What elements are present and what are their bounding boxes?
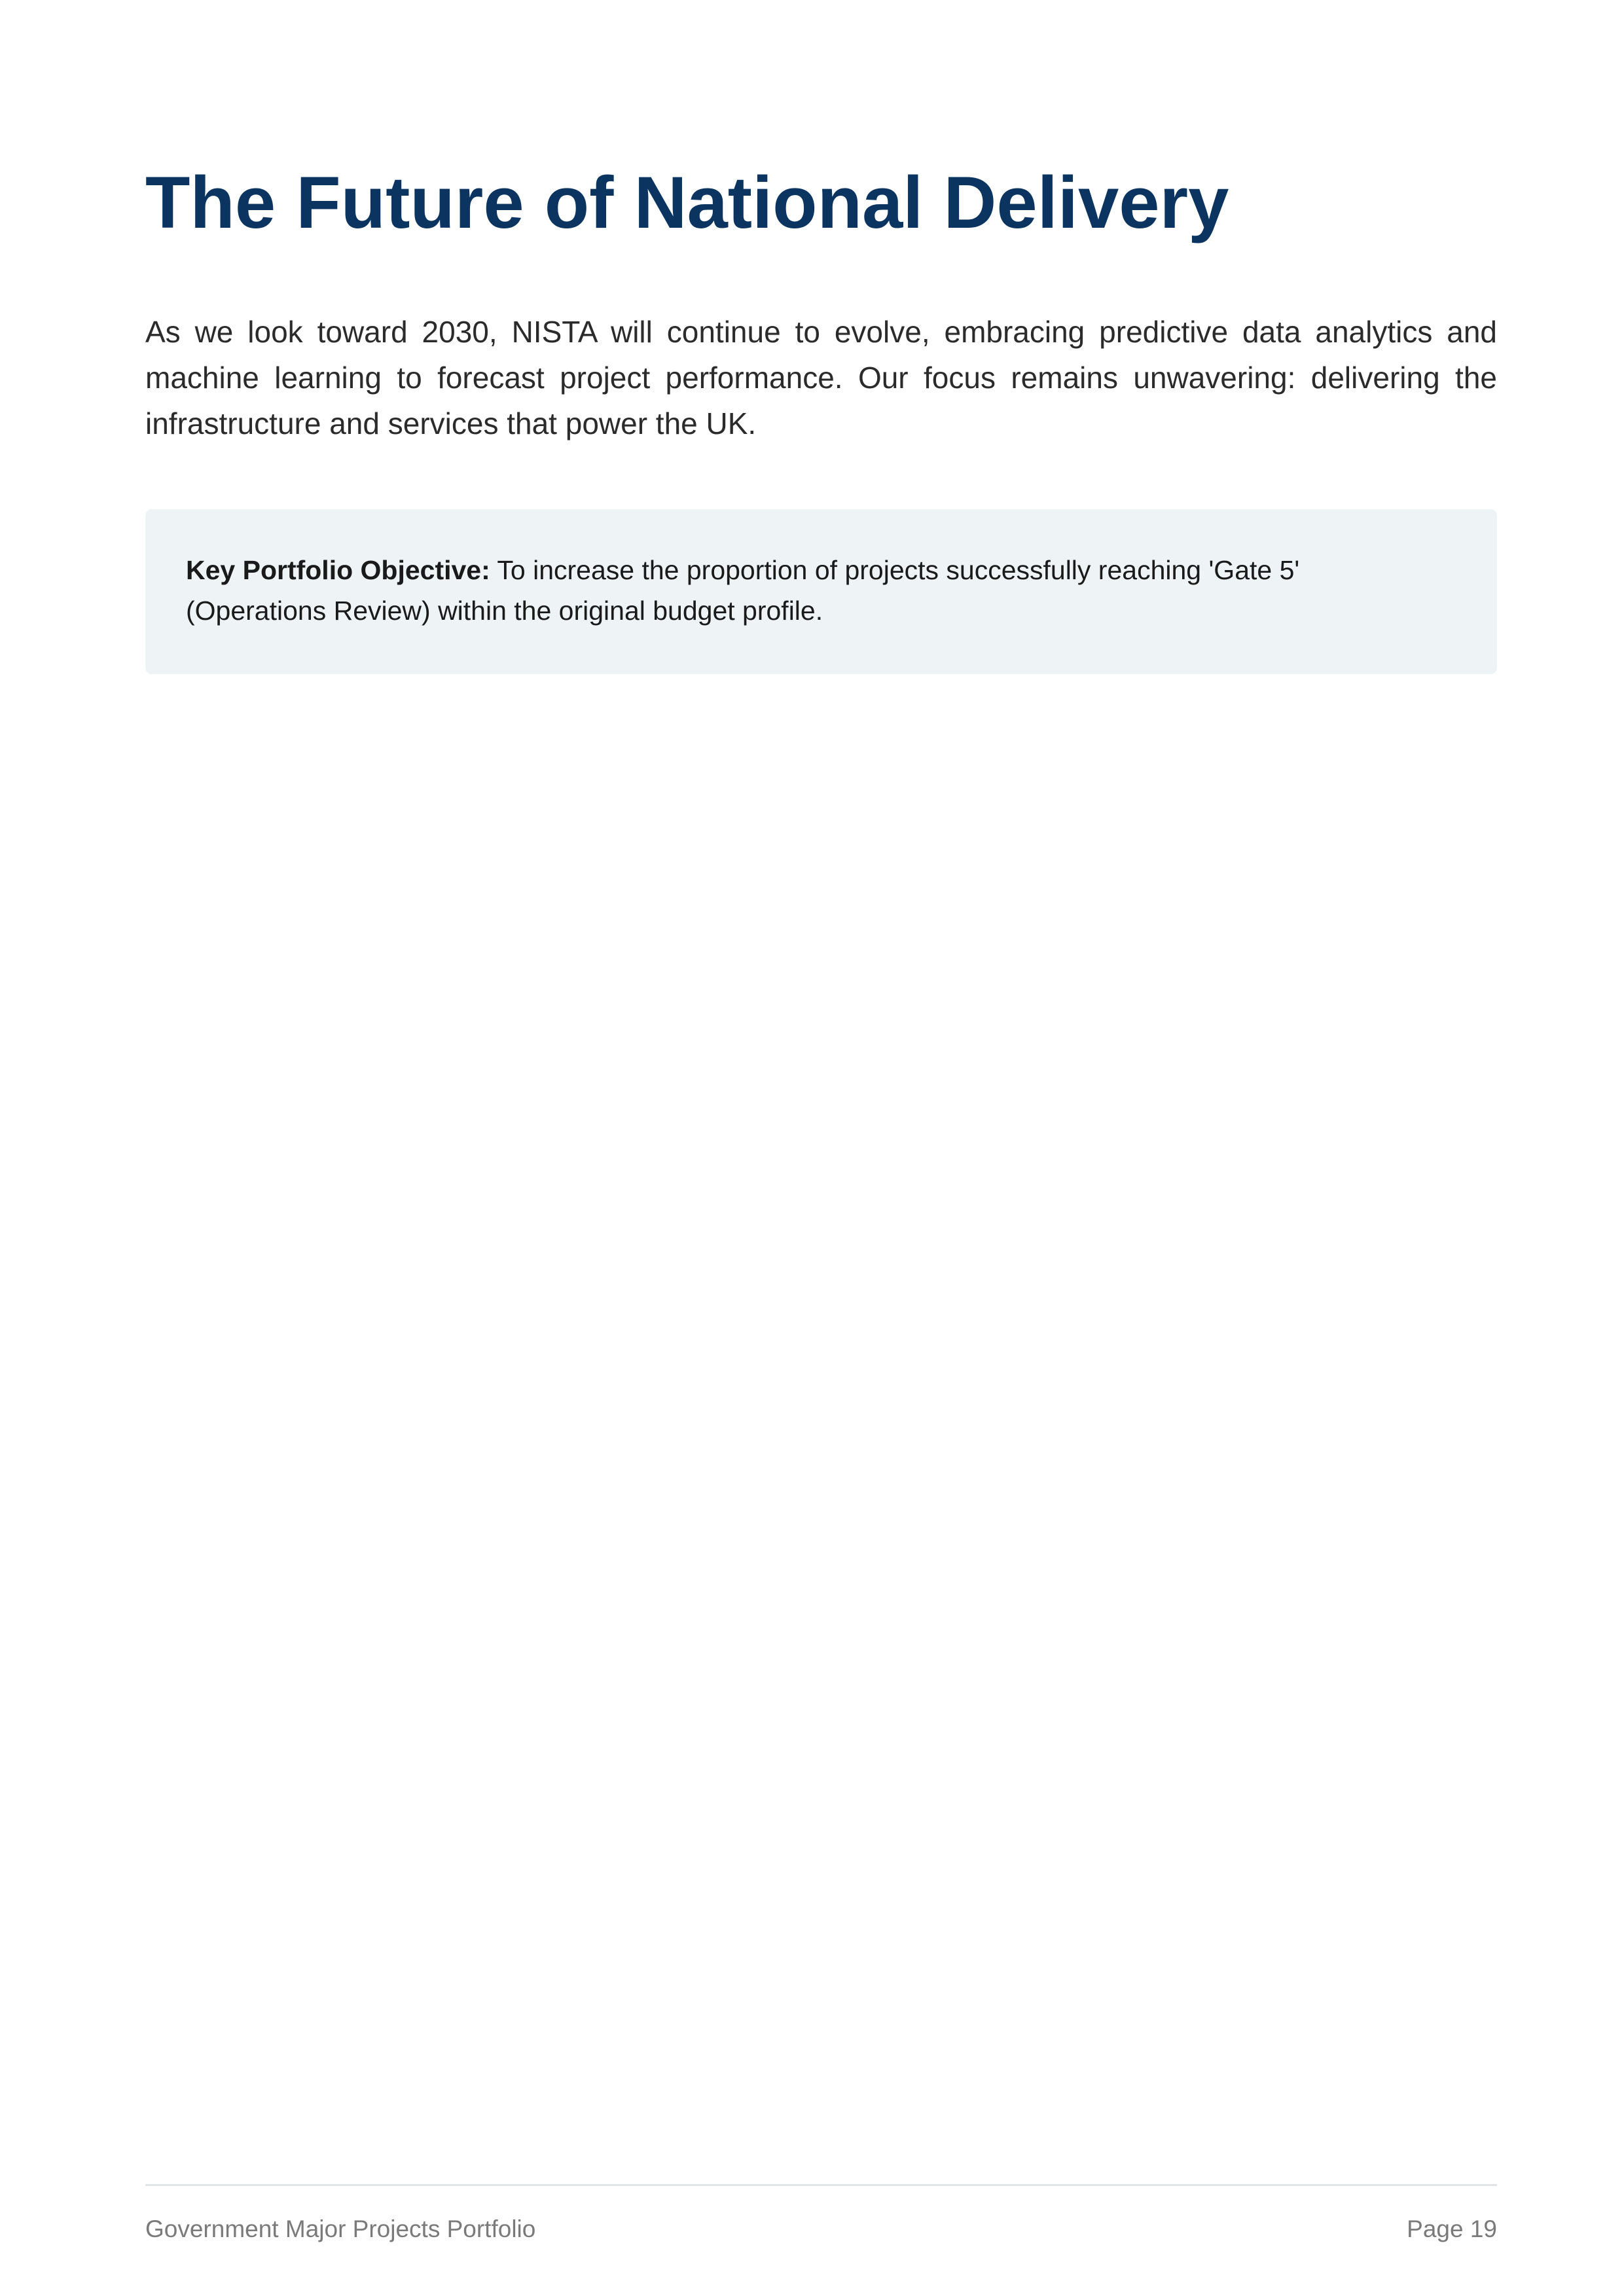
footer-document-name: Government Major Projects Portfolio <box>145 2215 536 2242</box>
page-title: The Future of National Delivery <box>145 162 1229 243</box>
footer-divider <box>145 2184 1497 2186</box>
footer-page-number: Page 19 <box>1407 2215 1497 2242</box>
callout-label: Key Portfolio Objective: <box>186 555 490 585</box>
key-objective-callout <box>145 509 1497 674</box>
callout-text <box>186 550 1307 631</box>
callout-body: To increase the proportion of projects successfully reaching 'Gate 5' (Operations Review) within the original budget profile. <box>186 555 1300 626</box>
intro-paragraph: As we look toward 2030, NISTA will continue to evolve, embracing predictive data analytics and machine learning to forecast project performance. Our focus remains unwavering: delivering the infrastructure and services that power the UK. <box>145 315 1497 440</box>
document-page <box>145 0 1497 2296</box>
